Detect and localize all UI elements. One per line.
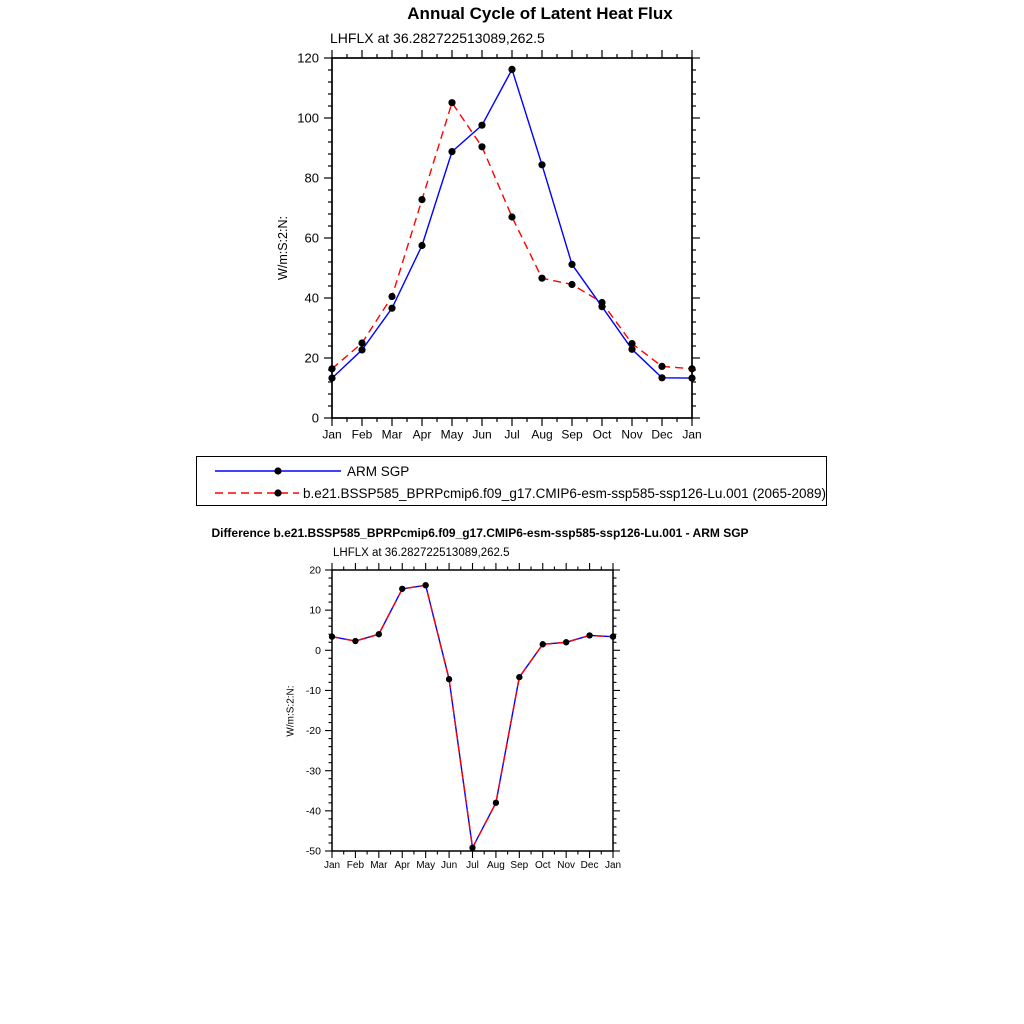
svg-text:Aug: Aug [487, 860, 505, 871]
svg-text:10: 10 [309, 604, 321, 617]
svg-text:Mar: Mar [370, 860, 388, 871]
svg-text:0: 0 [311, 410, 319, 426]
svg-text:Sep: Sep [510, 860, 529, 871]
svg-text:May: May [416, 860, 436, 871]
svg-text:Jan: Jan [604, 860, 622, 871]
legend-label-arm-sgp: ARM SGP [347, 463, 410, 479]
svg-text:Jul: Jul [466, 860, 479, 871]
svg-text:Apr: Apr [394, 860, 411, 871]
svg-text:May: May [440, 427, 464, 442]
svg-text:Feb: Feb [351, 427, 373, 442]
svg-text:0: 0 [315, 644, 321, 657]
svg-text:Dec: Dec [651, 427, 673, 442]
svg-text:20: 20 [309, 564, 321, 577]
svg-text:-40: -40 [305, 805, 321, 818]
legend-entry-model [213, 482, 826, 504]
top-chart-y-axis-label: W/m:S:2:N: [276, 216, 290, 280]
svg-text:Sep: Sep [561, 427, 583, 442]
svg-text:Feb: Feb [346, 860, 365, 871]
svg-text:Apr: Apr [412, 427, 432, 442]
svg-text:100: 100 [297, 110, 319, 126]
svg-text:Nov: Nov [557, 860, 576, 871]
svg-text:-50: -50 [305, 845, 321, 858]
svg-text:120: 120 [297, 50, 319, 66]
svg-text:Oct: Oct [592, 427, 612, 442]
svg-text:80: 80 [304, 170, 319, 186]
legend [196, 456, 827, 506]
svg-text:Jul: Jul [504, 427, 520, 442]
svg-text:Jan: Jan [682, 427, 702, 442]
annual-cycle-line-chart [250, 50, 750, 450]
svg-text:Jan: Jan [323, 860, 341, 871]
svg-text:-20: -20 [305, 725, 321, 738]
top-chart-subtitle: LHFLX at 36.282722513089,262.5 [330, 30, 545, 46]
bottom-chart-y-axis-label: W/m:S:2:N: [285, 685, 297, 737]
svg-text:Jun: Jun [441, 860, 458, 871]
svg-text:Nov: Nov [621, 427, 643, 442]
legend-label-model: b.e21.BSSP585_BPRPcmip6.f09_g17.CMIP6-esm-ssp585-ssp126-Lu.001 (2065-2089) [302, 485, 826, 501]
svg-text:40: 40 [304, 290, 319, 306]
svg-text:Aug: Aug [531, 427, 553, 442]
bottom-chart-subtitle: LHFLX at 36.282722513089,262.5 [333, 547, 510, 559]
svg-text:Mar: Mar [381, 427, 403, 442]
svg-text:Jun: Jun [472, 427, 492, 442]
difference-line-chart [250, 555, 680, 880]
top-chart-title: Annual Cycle of Latent Heat Flux [407, 4, 673, 23]
svg-text:Jan: Jan [322, 427, 342, 442]
svg-text:Oct: Oct [534, 860, 551, 871]
bottom-chart-title: Difference b.e21.BSSP585_BPRPcmip6.f09_g17.CMIP6-esm-ssp585-ssp126-Lu.001 - ARM SGP [211, 526, 749, 540]
svg-text:20: 20 [304, 350, 319, 366]
legend-line-sample-dashed-red [213, 485, 299, 501]
legend-line-sample-solid-blue [213, 463, 343, 479]
legend-entry-arm-sgp [213, 460, 826, 482]
svg-text:60: 60 [304, 230, 319, 246]
svg-text:-30: -30 [305, 765, 321, 778]
svg-text:-10: -10 [305, 684, 321, 697]
svg-text:Dec: Dec [580, 860, 599, 871]
